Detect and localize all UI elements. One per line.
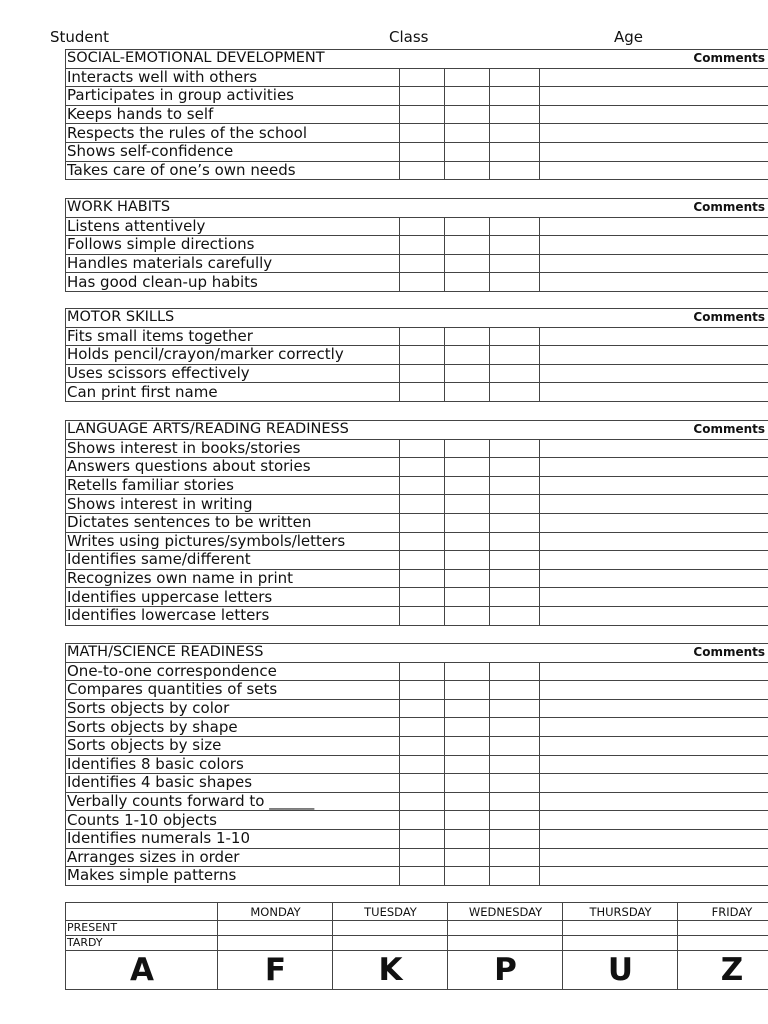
checklist-row xyxy=(66,476,768,495)
section-title: MOTOR SKILLS xyxy=(66,309,540,328)
class-label: Class xyxy=(389,28,429,46)
day-monday: MONDAY xyxy=(218,903,333,921)
comment-cell[interactable] xyxy=(540,476,768,495)
comment-cell[interactable] xyxy=(540,495,768,514)
rating-cell-1[interactable] xyxy=(400,736,445,755)
rating-cell-3[interactable] xyxy=(490,495,540,514)
checklist-row xyxy=(66,87,768,106)
comments-heading: Comments xyxy=(540,421,768,440)
rating-cell-2[interactable] xyxy=(445,105,490,124)
checklist-row xyxy=(66,569,768,588)
skill-label: Respects the rules of the school xyxy=(66,124,400,143)
rating-cell-2[interactable] xyxy=(445,606,490,625)
comment-cell[interactable] xyxy=(540,458,768,477)
rating-cell-1[interactable] xyxy=(400,588,445,607)
student-label: Student xyxy=(50,28,110,46)
rating-cell-1[interactable] xyxy=(400,327,445,346)
age-label: Age xyxy=(614,28,644,46)
rating-cell-3[interactable] xyxy=(490,718,540,737)
rating-cell-3[interactable] xyxy=(490,569,540,588)
checklist-row xyxy=(66,124,768,143)
rating-cell-3[interactable] xyxy=(490,513,540,532)
rating-cell-1[interactable] xyxy=(400,439,445,458)
rating-cell-3[interactable] xyxy=(490,254,540,273)
rating-cell-1[interactable] xyxy=(400,867,445,886)
rating-cell-3[interactable] xyxy=(490,458,540,477)
present-thursday-cell[interactable] xyxy=(563,921,678,936)
rating-cell-3[interactable] xyxy=(490,236,540,255)
rating-cell-2[interactable] xyxy=(445,532,490,551)
rating-cell-1[interactable] xyxy=(400,606,445,625)
section-table-1 xyxy=(65,198,768,292)
rating-cell-1[interactable] xyxy=(400,124,445,143)
section-table-4 xyxy=(65,643,768,886)
rating-cell-1[interactable] xyxy=(400,699,445,718)
skill-label: Keeps hands to self xyxy=(66,105,400,124)
comment-cell[interactable] xyxy=(540,327,768,346)
rating-cell-3[interactable] xyxy=(490,792,540,811)
skill-label: Participates in group activities xyxy=(66,87,400,106)
skill-label: Identifies lowercase letters xyxy=(66,606,400,625)
skill-label: Dictates sentences to be written xyxy=(66,513,400,532)
comment-cell[interactable] xyxy=(540,532,768,551)
rating-cell-3[interactable] xyxy=(490,124,540,143)
rating-cell-1[interactable] xyxy=(400,458,445,477)
checklist-row xyxy=(66,681,768,700)
skill-label: Holds pencil/crayon/marker correctly xyxy=(66,346,400,365)
rating-cell-2[interactable] xyxy=(445,681,490,700)
section-title: LANGUAGE ARTS/READING READINESS xyxy=(66,421,540,440)
checklist-row xyxy=(66,161,768,180)
rating-cell-1[interactable] xyxy=(400,829,445,848)
rating-cell-1[interactable] xyxy=(400,254,445,273)
rating-cell-3[interactable] xyxy=(490,327,540,346)
checklist-row xyxy=(66,829,768,848)
present-monday-cell[interactable] xyxy=(218,921,333,936)
comment-cell[interactable] xyxy=(540,606,768,625)
present-label: PRESENT xyxy=(66,921,218,936)
rating-cell-2[interactable] xyxy=(445,364,490,383)
rating-cell-3[interactable] xyxy=(490,774,540,793)
section-table-0 xyxy=(65,49,768,180)
rating-cell-2[interactable] xyxy=(445,273,490,292)
present-wednesday-cell[interactable] xyxy=(448,921,563,936)
comment-cell[interactable] xyxy=(540,383,768,402)
rating-cell-3[interactable] xyxy=(490,439,540,458)
skill-label: Identifies 4 basic shapes xyxy=(66,774,400,793)
section-title: MATH/SCIENCE READINESS xyxy=(66,644,540,663)
comment-cell[interactable] xyxy=(540,364,768,383)
rating-cell-2[interactable] xyxy=(445,755,490,774)
checklist-row xyxy=(66,867,768,886)
rating-cell-2[interactable] xyxy=(445,495,490,514)
tardy-friday-cell[interactable] xyxy=(678,936,768,951)
present-row xyxy=(66,921,768,936)
rating-cell-3[interactable] xyxy=(490,217,540,236)
rating-cell-3[interactable] xyxy=(490,142,540,161)
comment-cell[interactable] xyxy=(540,792,768,811)
section-table-3 xyxy=(65,420,768,626)
checklist-row xyxy=(66,439,768,458)
skill-label: Counts 1-10 objects xyxy=(66,811,400,830)
comments-heading: Comments xyxy=(540,50,768,69)
comment-cell[interactable] xyxy=(540,68,768,87)
rating-cell-2[interactable] xyxy=(445,718,490,737)
rating-cell-1[interactable] xyxy=(400,718,445,737)
rating-cell-1[interactable] xyxy=(400,811,445,830)
checklist-row xyxy=(66,142,768,161)
rating-cell-2[interactable] xyxy=(445,161,490,180)
checklist-row xyxy=(66,755,768,774)
rating-cell-2[interactable] xyxy=(445,346,490,365)
comment-cell[interactable] xyxy=(540,588,768,607)
comment-cell[interactable] xyxy=(540,569,768,588)
rating-cell-3[interactable] xyxy=(490,681,540,700)
skill-label: Retells familiar stories xyxy=(66,476,400,495)
rating-cell-3[interactable] xyxy=(490,476,540,495)
rating-cell-2[interactable] xyxy=(445,699,490,718)
checklist-row xyxy=(66,495,768,514)
letter-a: A xyxy=(66,951,218,990)
rating-cell-3[interactable] xyxy=(490,829,540,848)
day-wednesday: WEDNESDAY xyxy=(448,903,563,921)
checklist-row xyxy=(66,105,768,124)
rating-cell-2[interactable] xyxy=(445,68,490,87)
skill-label: Has good clean-up habits xyxy=(66,273,400,292)
checklist-row xyxy=(66,811,768,830)
rating-cell-1[interactable] xyxy=(400,532,445,551)
comment-cell[interactable] xyxy=(540,551,768,570)
rating-cell-2[interactable] xyxy=(445,458,490,477)
section-title-row xyxy=(66,199,768,218)
rating-cell-2[interactable] xyxy=(445,736,490,755)
checklist-row xyxy=(66,254,768,273)
checklist-row xyxy=(66,383,768,402)
checklist-row xyxy=(66,774,768,793)
rating-cell-1[interactable] xyxy=(400,476,445,495)
checklist-row xyxy=(66,588,768,607)
rating-cell-2[interactable] xyxy=(445,792,490,811)
rating-cell-1[interactable] xyxy=(400,774,445,793)
section-title: WORK HABITS xyxy=(66,199,540,218)
day-friday: FRIDAY xyxy=(678,903,768,921)
skill-label: Shows interest in books/stories xyxy=(66,439,400,458)
tardy-monday-cell[interactable] xyxy=(218,936,333,951)
skill-label: Arranges sizes in order xyxy=(66,848,400,867)
letter-z: Z xyxy=(678,951,768,990)
rating-cell-2[interactable] xyxy=(445,662,490,681)
rating-cell-2[interactable] xyxy=(445,811,490,830)
rating-cell-2[interactable] xyxy=(445,848,490,867)
rating-cell-3[interactable] xyxy=(490,105,540,124)
rating-cell-3[interactable] xyxy=(490,848,540,867)
rating-cell-2[interactable] xyxy=(445,569,490,588)
comment-cell[interactable] xyxy=(540,124,768,143)
rating-cell-1[interactable] xyxy=(400,792,445,811)
section-title-row xyxy=(66,50,768,69)
comment-cell[interactable] xyxy=(540,718,768,737)
rating-cell-2[interactable] xyxy=(445,124,490,143)
rating-cell-1[interactable] xyxy=(400,551,445,570)
tardy-tuesday-cell[interactable] xyxy=(333,936,448,951)
skill-label: Shows self-confidence xyxy=(66,142,400,161)
comment-cell[interactable] xyxy=(540,811,768,830)
comment-cell[interactable] xyxy=(540,774,768,793)
section-table-2 xyxy=(65,308,768,402)
checklist-row xyxy=(66,736,768,755)
comment-cell[interactable] xyxy=(540,439,768,458)
comment-cell[interactable] xyxy=(540,829,768,848)
checklist-row xyxy=(66,792,768,811)
skill-label: Listens attentively xyxy=(66,217,400,236)
skill-label: Answers questions about stories xyxy=(66,458,400,477)
skill-label: Makes simple patterns xyxy=(66,867,400,886)
attendance-day-row xyxy=(66,903,768,921)
skill-label: Identifies uppercase letters xyxy=(66,588,400,607)
attendance-corner-cell xyxy=(66,903,218,921)
rating-cell-1[interactable] xyxy=(400,87,445,106)
comment-cell[interactable] xyxy=(540,273,768,292)
letter-p: P xyxy=(448,951,563,990)
tardy-label: TARDY xyxy=(66,936,218,951)
skill-label: Identifies numerals 1-10 xyxy=(66,829,400,848)
present-tuesday-cell[interactable] xyxy=(333,921,448,936)
comment-cell[interactable] xyxy=(540,848,768,867)
skill-label: Takes care of one’s own needs xyxy=(66,161,400,180)
skill-label: Recognizes own name in print xyxy=(66,569,400,588)
checklist-row xyxy=(66,327,768,346)
rating-cell-2[interactable] xyxy=(445,236,490,255)
rating-cell-2[interactable] xyxy=(445,513,490,532)
present-friday-cell[interactable] xyxy=(678,921,768,936)
tardy-row xyxy=(66,936,768,951)
rating-cell-3[interactable] xyxy=(490,383,540,402)
comment-cell[interactable] xyxy=(540,699,768,718)
skill-label: Follows simple directions xyxy=(66,236,400,255)
rating-cell-1[interactable] xyxy=(400,755,445,774)
comment-cell[interactable] xyxy=(540,867,768,886)
rating-cell-3[interactable] xyxy=(490,346,540,365)
section-title-row xyxy=(66,421,768,440)
rating-cell-1[interactable] xyxy=(400,495,445,514)
rating-cell-1[interactable] xyxy=(400,217,445,236)
rating-cell-2[interactable] xyxy=(445,217,490,236)
attendance-table xyxy=(65,902,768,990)
rating-cell-1[interactable] xyxy=(400,569,445,588)
checklist-row xyxy=(66,513,768,532)
rating-cell-1[interactable] xyxy=(400,161,445,180)
checklist-row xyxy=(66,848,768,867)
letter-u: U xyxy=(563,951,678,990)
rating-cell-3[interactable] xyxy=(490,736,540,755)
skill-label: Fits small items together xyxy=(66,327,400,346)
checklist-row xyxy=(66,236,768,255)
rating-cell-1[interactable] xyxy=(400,681,445,700)
rating-cell-3[interactable] xyxy=(490,161,540,180)
skill-label: Verbally counts forward to ______ xyxy=(66,792,400,811)
rating-cell-3[interactable] xyxy=(490,87,540,106)
skill-label: Writes using pictures/symbols/letters xyxy=(66,532,400,551)
comment-cell[interactable] xyxy=(540,254,768,273)
comment-cell[interactable] xyxy=(540,736,768,755)
skill-label: Interacts well with others xyxy=(66,68,400,87)
skill-label: Identifies same/different xyxy=(66,551,400,570)
tardy-thursday-cell[interactable] xyxy=(563,936,678,951)
rating-cell-2[interactable] xyxy=(445,254,490,273)
section-title: SOCIAL-EMOTIONAL DEVELOPMENT xyxy=(66,50,540,69)
comments-heading: Comments xyxy=(540,644,768,663)
comment-cell[interactable] xyxy=(540,105,768,124)
comment-cell[interactable] xyxy=(540,755,768,774)
comment-cell[interactable] xyxy=(540,161,768,180)
checklist-row xyxy=(66,273,768,292)
checklist-row xyxy=(66,364,768,383)
comment-cell[interactable] xyxy=(540,346,768,365)
comment-cell[interactable] xyxy=(540,662,768,681)
section-title-row xyxy=(66,644,768,663)
rating-cell-1[interactable] xyxy=(400,662,445,681)
letter-k: K xyxy=(333,951,448,990)
skill-label: Can print first name xyxy=(66,383,400,402)
skill-label: Identifies 8 basic colors xyxy=(66,755,400,774)
skill-label: Handles materials carefully xyxy=(66,254,400,273)
rating-cell-1[interactable] xyxy=(400,848,445,867)
comments-heading: Comments xyxy=(540,199,768,218)
section-title-row xyxy=(66,309,768,328)
rating-cell-1[interactable] xyxy=(400,68,445,87)
rating-cell-3[interactable] xyxy=(490,755,540,774)
rating-cell-3[interactable] xyxy=(490,273,540,292)
rating-cell-3[interactable] xyxy=(490,867,540,886)
rating-cell-1[interactable] xyxy=(400,383,445,402)
skill-label: Sorts objects by color xyxy=(66,699,400,718)
rating-cell-1[interactable] xyxy=(400,273,445,292)
rating-cell-2[interactable] xyxy=(445,551,490,570)
checklist-row xyxy=(66,532,768,551)
letter-f: F xyxy=(218,951,333,990)
comment-cell[interactable] xyxy=(540,236,768,255)
skill-label: Uses scissors effectively xyxy=(66,364,400,383)
skill-label: Shows interest in writing xyxy=(66,495,400,514)
rating-cell-3[interactable] xyxy=(490,699,540,718)
rating-cell-3[interactable] xyxy=(490,662,540,681)
rating-cell-1[interactable] xyxy=(400,236,445,255)
comment-cell[interactable] xyxy=(540,87,768,106)
comment-cell[interactable] xyxy=(540,681,768,700)
day-thursday: THURSDAY xyxy=(563,903,678,921)
checklist-row xyxy=(66,718,768,737)
rating-cell-1[interactable] xyxy=(400,105,445,124)
checklist-row xyxy=(66,662,768,681)
rating-cell-1[interactable] xyxy=(400,513,445,532)
checklist-row xyxy=(66,68,768,87)
rating-cell-3[interactable] xyxy=(490,364,540,383)
rating-cell-2[interactable] xyxy=(445,588,490,607)
checklist-row xyxy=(66,217,768,236)
comment-cell[interactable] xyxy=(540,217,768,236)
comments-heading: Comments xyxy=(540,309,768,328)
rating-cell-3[interactable] xyxy=(490,606,540,625)
comment-cell[interactable] xyxy=(540,513,768,532)
rating-cell-2[interactable] xyxy=(445,439,490,458)
day-tuesday: TUESDAY xyxy=(333,903,448,921)
rating-cell-2[interactable] xyxy=(445,87,490,106)
rating-cell-2[interactable] xyxy=(445,867,490,886)
rating-cell-2[interactable] xyxy=(445,829,490,848)
comment-cell[interactable] xyxy=(540,142,768,161)
letters-row xyxy=(66,951,768,990)
rating-cell-3[interactable] xyxy=(490,532,540,551)
rating-cell-2[interactable] xyxy=(445,774,490,793)
checklist-row xyxy=(66,606,768,625)
skill-label: Sorts objects by size xyxy=(66,736,400,755)
skill-label: One-to-one correspondence xyxy=(66,662,400,681)
tardy-wednesday-cell[interactable] xyxy=(448,936,563,951)
rating-cell-3[interactable] xyxy=(490,811,540,830)
checklist-row xyxy=(66,551,768,570)
rating-cell-1[interactable] xyxy=(400,346,445,365)
rating-cell-3[interactable] xyxy=(490,551,540,570)
checklist-row xyxy=(66,346,768,365)
rating-cell-2[interactable] xyxy=(445,476,490,495)
rating-cell-3[interactable] xyxy=(490,68,540,87)
rating-cell-2[interactable] xyxy=(445,383,490,402)
skill-label: Sorts objects by shape xyxy=(66,718,400,737)
rating-cell-1[interactable] xyxy=(400,142,445,161)
rating-cell-2[interactable] xyxy=(445,142,490,161)
rating-cell-3[interactable] xyxy=(490,588,540,607)
rating-cell-2[interactable] xyxy=(445,327,490,346)
checklist-row xyxy=(66,699,768,718)
rating-cell-1[interactable] xyxy=(400,364,445,383)
checklist-row xyxy=(66,458,768,477)
skill-label: Compares quantities of sets xyxy=(66,681,400,700)
